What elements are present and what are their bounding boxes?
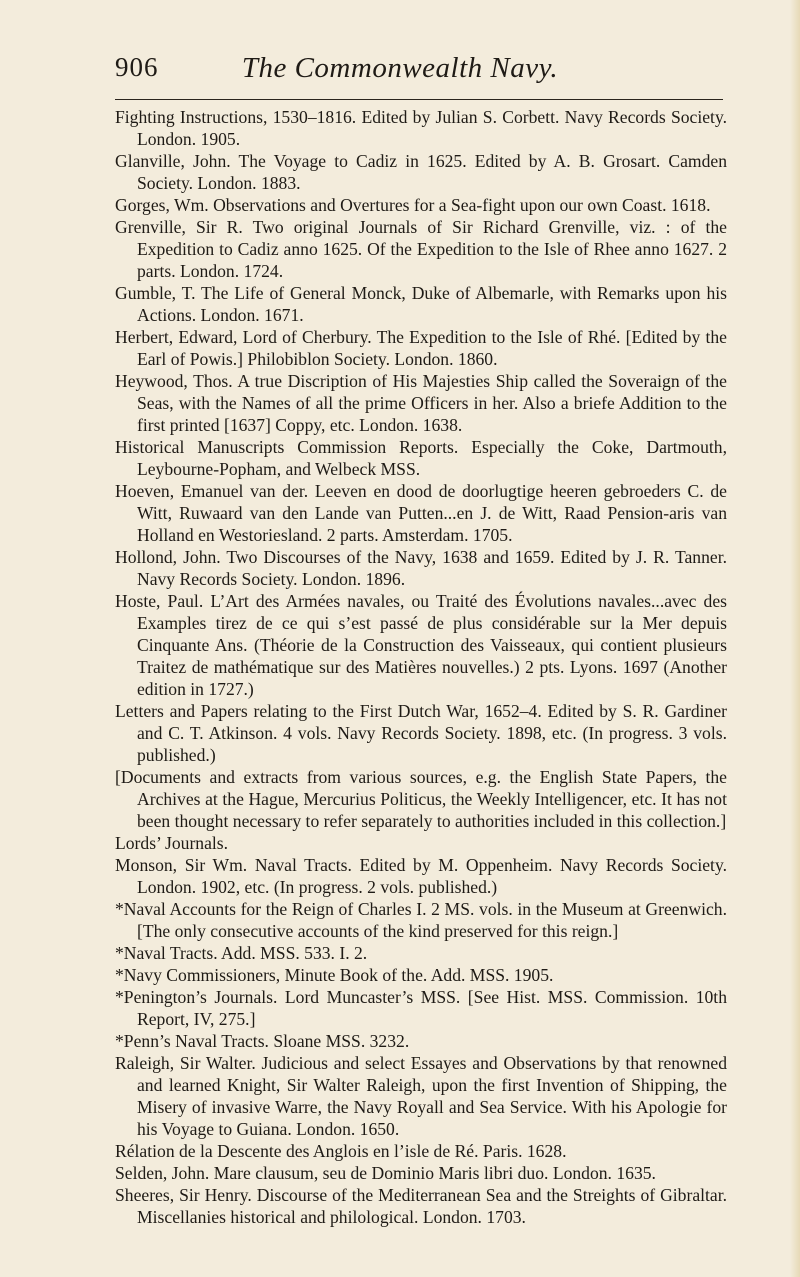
bibliography-entry: *Penn’s Naval Tracts. Sloane MSS. 3232.	[115, 1031, 410, 1051]
bibliography-entry: *Penington’s Journals. Lord Muncaster’s MSS. [See Hist. MSS. Commission. 10th Report, IV, 275.]	[115, 987, 727, 1029]
header-rule	[115, 99, 723, 100]
page-header	[115, 52, 685, 92]
bibliography-entry: Hoeven, Emanuel van der. Leeven en dood de doorlugtige heeren gebroeders C. de Witt, Ruwaard van den Lande van Putten...en J. de Witt, Raad Pension-aris van Holland en Westoriesland. 2 parts. Amsterdam. 1705.	[115, 481, 727, 545]
bibliography-entry: Monson, Sir Wm. Naval Tracts. Edited by M. Oppenheim. Navy Records Society. London. 1902, etc. (In progress. 2 vols. published.)	[115, 855, 727, 897]
bibliography-entry: [Documents and extracts from various sources, e.g. the English State Papers, the Archives at the Hague, Mercurius Politicus, the Weekly Intelligencer, etc. It has not been thought necessary to refer separately to authorities included in this collection.]	[115, 767, 727, 831]
bibliography-entry: Raleigh, Sir Walter. Judicious and select Essayes and Observations by that renowned and learned Knight, Sir Walter Raleigh, upon the first Invention of Shipping, the Misery of invasive Warre, the Navy Royall and Sea Service. With his Apologie for his Voyage to Guiana. London. 1650.	[115, 1053, 727, 1139]
bibliography-entry: Selden, John. Mare clausum, seu de Dominio Maris libri duo. London. 1635.	[115, 1163, 656, 1183]
page-edge-shading	[790, 0, 800, 1277]
bibliography-entry: Letters and Papers relating to the First Dutch War, 1652–4. Edited by S. R. Gardiner and C. T. Atkinson. 4 vols. Navy Records Society. 1898, etc. (In progress. 3 vols. published.)	[115, 701, 727, 765]
page-number: 906	[115, 52, 159, 82]
bibliography-entry: *Naval Accounts for the Reign of Charles I. 2 MS. vols. in the Museum at Greenwich. [The only consecutive accounts of the kind preserved for this reign.]	[115, 899, 727, 941]
bibliography-entry: Fighting Instructions, 1530–1816. Edited by Julian S. Corbett. Navy Records Society. London. 1905.	[115, 107, 727, 149]
bibliography-entry: Rélation de la Descente des Anglois en l’isle de Ré. Paris. 1628.	[115, 1141, 567, 1161]
bibliography-entry: Lords’ Journals.	[115, 833, 229, 853]
bibliography-entry: Hoste, Paul. L’Art des Armées navales, ou Traité des Évolutions navales...avec des Examples tirez de ce qui s’est passé de plus considérable sur la Mer depuis Cinquante Ans. (Théorie de la Construction des Vaisseaux, qui contient plusieurs Traitez de mathématique sur des Matières nouvelles.) 2 pts. Lyons. 1697 (Another edition in 1727.)	[115, 591, 727, 699]
bibliography-entry: Gorges, Wm. Observations and Overtures for a Sea-fight upon our own Coast. 1618.	[115, 195, 711, 215]
bibliography-entry: Gumble, T. The Life of General Monck, Duke of Albemarle, with Remarks upon his Actions. London. 1671.	[115, 283, 727, 325]
bibliography-entry: Sheeres, Sir Henry. Discourse of the Mediterranean Sea and the Streights of Gibraltar. Miscellanies historical and philological. London. 1703.	[115, 1185, 727, 1227]
bibliography-entry: Hollond, John. Two Discourses of the Navy, 1638 and 1659. Edited by J. R. Tanner. Navy Records Society. London. 1896.	[115, 547, 727, 589]
running-title: The Commonwealth Navy.	[241, 52, 559, 84]
bibliography-entry: Herbert, Edward, Lord of Cherbury. The Expedition to the Isle of Rhé. [Edited by the Earl of Powis.] Philobiblon Society. London. 1860.	[115, 327, 727, 369]
bibliography-entry: Heywood, Thos. A true Discription of His Majesties Ship called the Soveraign of the Seas, with the Names of all the prime Officers in her. Also a briefe Addition to the first printed [1637] Coppy, etc. London. 1638.	[115, 371, 727, 435]
bibliography-entry: *Naval Tracts. Add. MSS. 533. I. 2.	[115, 943, 368, 963]
bibliography-entry: *Navy Commissioners, Minute Book of the. Add. MSS. 1905.	[115, 965, 554, 985]
bibliography-entry: Glanville, John. The Voyage to Cadiz in 1625. Edited by A. B. Grosart. Camden Society. London. 1883.	[115, 151, 727, 193]
bibliography-entry: Grenville, Sir R. Two original Journals of Sir Richard Grenville, viz. : of the Expedition to Cadiz anno 1625. Of the Expedition to the Isle of Rhee anno 1627. 2 parts. London. 1724.	[115, 217, 727, 281]
bibliography-list	[115, 106, 727, 1228]
bibliography-entry: Historical Manuscripts Commission Reports. Especially the Coke, Dartmouth, Leybourne-Popham, and Welbeck MSS.	[115, 437, 727, 479]
